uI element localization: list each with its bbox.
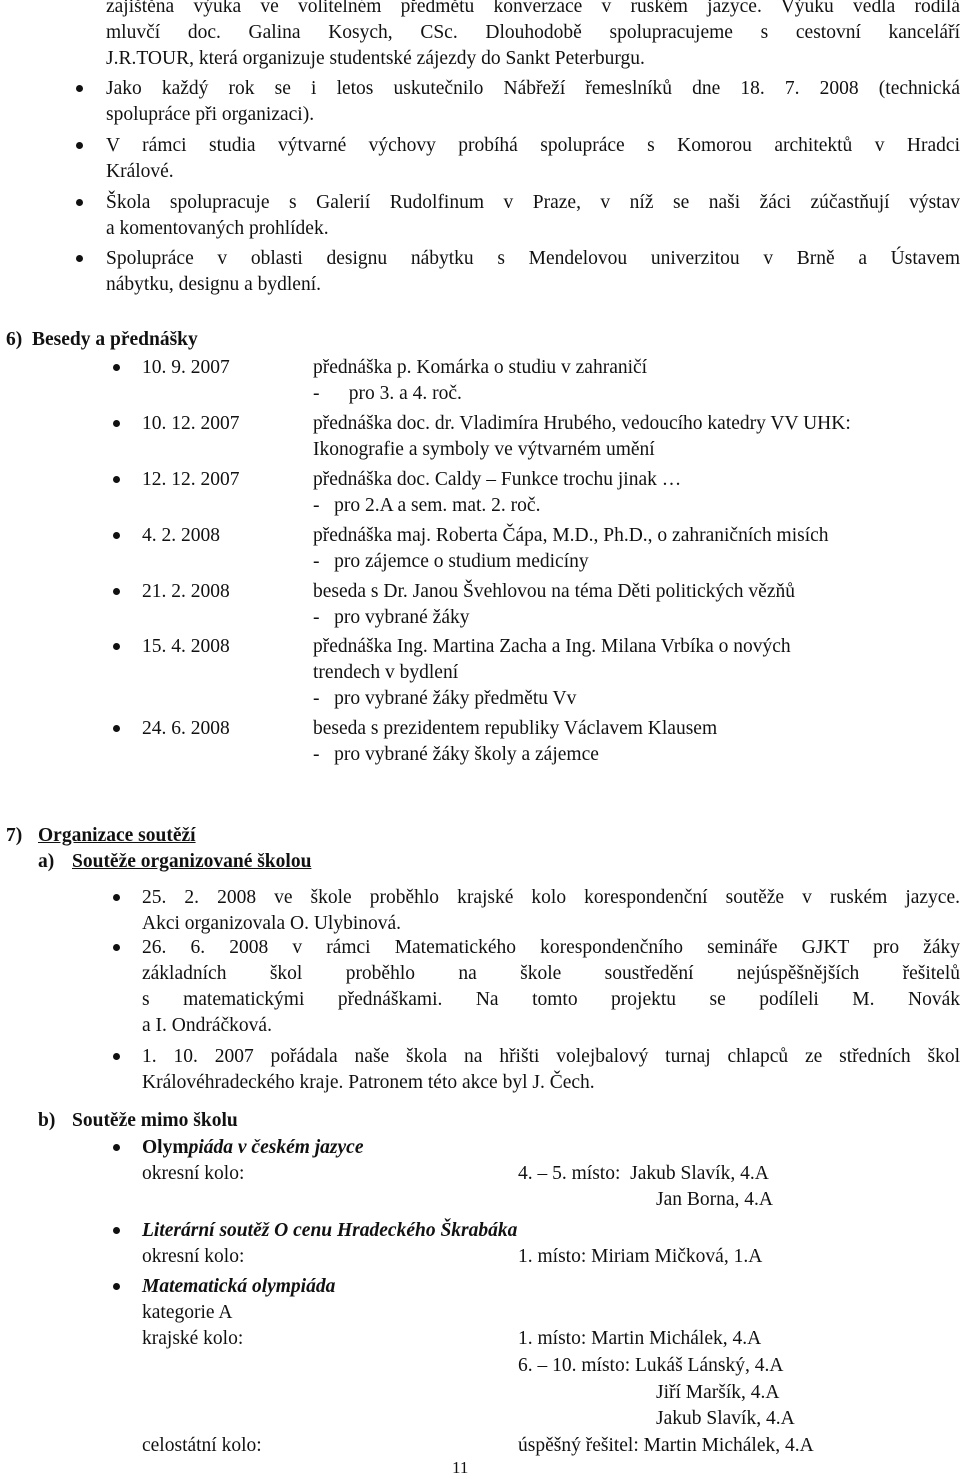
list-item-line: V rámci studia výtvarné výchovy probíhá spolupráce s Komorou architektů v Hradci	[106, 135, 960, 156]
bullet-icon	[76, 199, 83, 206]
bullet-icon	[113, 643, 120, 650]
result-line: 6. – 10. místo: Lukáš Lánský, 4.A	[518, 1355, 784, 1376]
list-item-line: spolupráce při organizaci).	[106, 104, 315, 125]
event-text: beseda s prezidentem republiky Václavem Klausem	[313, 718, 718, 739]
list-item-line: Škola spolupracuje s Galerií Rudolfinum v Praze, v níž se naši žáci zúčastňují výstav	[106, 192, 960, 213]
list-item-line: základních škol proběhlo na škole soustředění nejúspěšnějších řešitelů	[142, 963, 960, 984]
competition-title: Matematická olympiáda	[142, 1276, 336, 1297]
result-line: Jan Borna, 4.A	[656, 1189, 773, 1210]
bullet-icon	[113, 1053, 120, 1060]
competition-title	[142, 1135, 363, 1161]
event-date: 21. 2. 2008	[142, 581, 230, 602]
competition-title-plain: Olym	[142, 1137, 189, 1158]
event-text: - pro vybrané žáky	[313, 607, 470, 628]
round-label: celostátní kolo:	[142, 1435, 262, 1456]
bullet-icon	[76, 142, 83, 149]
event-text: přednáška Ing. Martina Zacha a Ing. Milana Vrbíka o nových	[313, 636, 791, 657]
event-text: - pro 2.A a sem. mat. 2. roč.	[313, 495, 541, 516]
subsection-heading: Soutěže mimo školu	[72, 1110, 238, 1131]
competition-title: Literární soutěž O cenu Hradeckého Škrabáka	[142, 1220, 518, 1241]
event-text: přednáška p. Komárka o studiu v zahraničí	[313, 357, 648, 378]
list-item-line: Králové.	[106, 161, 174, 182]
list-item-line: 26. 6. 2008 v rámci Matematického korespondenčního semináře GJKT pro žáky	[142, 937, 960, 958]
competition-title-italic: piáda v českém jazyce	[188, 1137, 364, 1158]
bullet-icon	[113, 1144, 120, 1151]
list-item-line: 1. 10. 2007 pořádala naše škola na hřišti volejbalový turnaj chlapců ze středních škol	[142, 1046, 960, 1067]
event-date: 4. 2. 2008	[142, 525, 220, 546]
bullet-icon	[113, 725, 120, 732]
event-date: 10. 9. 2007	[142, 357, 230, 378]
bullet-icon	[113, 1227, 120, 1234]
section-number: 7)	[6, 825, 23, 846]
section-heading: Organizace soutěží	[38, 825, 196, 846]
page-number: 11	[452, 1458, 469, 1477]
event-text: - pro 3. a 4. roč.	[313, 383, 462, 404]
event-date: 10. 12. 2007	[142, 413, 240, 434]
bullet-icon	[113, 364, 120, 371]
event-text: - pro vybrané žáky školy a zájemce	[313, 744, 599, 765]
bullet-icon	[76, 85, 83, 92]
event-text: - pro zájemce o studium medicíny	[313, 551, 589, 572]
event-text: trendech v bydlení	[313, 662, 459, 683]
round-label: okresní kolo:	[142, 1246, 245, 1267]
bullet-icon	[113, 894, 120, 901]
round-label: okresní kolo:	[142, 1163, 245, 1184]
subsection-label: b)	[38, 1110, 56, 1131]
bullet-icon	[113, 476, 120, 483]
subsection-heading: Soutěže organizované školou	[72, 851, 312, 872]
result-line: úspěšný řešitel: Martin Michálek, 4.A	[518, 1435, 814, 1456]
result-line: Jiří Maršík, 4.A	[656, 1382, 780, 1403]
result-line: 4. – 5. místo: Jakub Slavík, 4.A	[518, 1163, 769, 1184]
section-heading: 6) Besedy a přednášky	[6, 329, 198, 350]
bullet-icon	[113, 1283, 120, 1290]
list-item-line: a I. Ondráčková.	[142, 1015, 272, 1036]
bullet-icon	[113, 944, 120, 951]
result-line: 1. místo: Miriam Mičková, 1.A	[518, 1246, 763, 1267]
list-item-line: a komentovaných prohlídek.	[106, 218, 329, 239]
list-item-line: 25. 2. 2008 ve škole proběhlo krajské kolo korespondenční soutěže v ruském jazyce.	[142, 887, 960, 908]
paragraph-line: J.R.TOUR, která organizuje studentské zájezdy do Sankt Peterburgu.	[106, 48, 645, 69]
list-item-line: Královéhradeckého kraje. Patronem této akce byl J. Čech.	[142, 1072, 595, 1093]
category-label: kategorie A	[142, 1302, 233, 1323]
bullet-icon	[113, 588, 120, 595]
result-line: Jakub Slavík, 4.A	[656, 1408, 795, 1429]
list-item-line: Jako každý rok se i letos uskutečnilo Nábřeží řemeslníků dne 18. 7. 2008 (technická	[106, 78, 960, 99]
event-date: 24. 6. 2008	[142, 718, 230, 739]
list-item-line: nábytku, designu a bydlení.	[106, 274, 322, 295]
event-text: - pro vybrané žáky předmětu Vv	[313, 688, 577, 709]
result-line: 1. místo: Martin Michálek, 4.A	[518, 1328, 762, 1349]
bullet-icon	[76, 255, 83, 262]
list-item-line: Spolupráce v oblasti designu nábytku s Mendelovou univerzitou v Brně a Ústavem	[106, 248, 960, 269]
bullet-icon	[113, 420, 120, 427]
event-text: přednáška maj. Roberta Čápa, M.D., Ph.D., o zahraničních misích	[313, 525, 829, 546]
bullet-icon	[113, 532, 120, 539]
event-text: beseda s Dr. Janou Švehlovou na téma Děti politických vězňů	[313, 581, 795, 602]
event-text: přednáška doc. dr. Vladimíra Hrubého, vedoucího katedry VV UHK:	[313, 413, 851, 434]
event-date: 12. 12. 2007	[142, 469, 240, 490]
paragraph-line: mluvčí doc. Galina Kosych, CSc. Dlouhodobě spolupracujeme s cestovní kanceláří	[106, 22, 960, 43]
list-item-line: s matematickými přednáškami. Na tomto projektu se podíleli M. Novák	[142, 989, 960, 1010]
event-text: Ikonografie a symboly ve výtvarném umění	[313, 439, 655, 460]
event-date: 15. 4. 2008	[142, 636, 230, 657]
paragraph-line: zajištěna výuka ve volitelném předmětu konverzace v ruském jazyce. Výuku vedla rodilá	[106, 0, 960, 17]
subsection-label: a)	[38, 851, 55, 872]
list-item-line: Akci organizovala O. Ulybinová.	[142, 913, 402, 934]
event-text: přednáška doc. Caldy – Funkce trochu jinak …	[313, 469, 682, 490]
round-label: krajské kolo:	[142, 1328, 244, 1349]
